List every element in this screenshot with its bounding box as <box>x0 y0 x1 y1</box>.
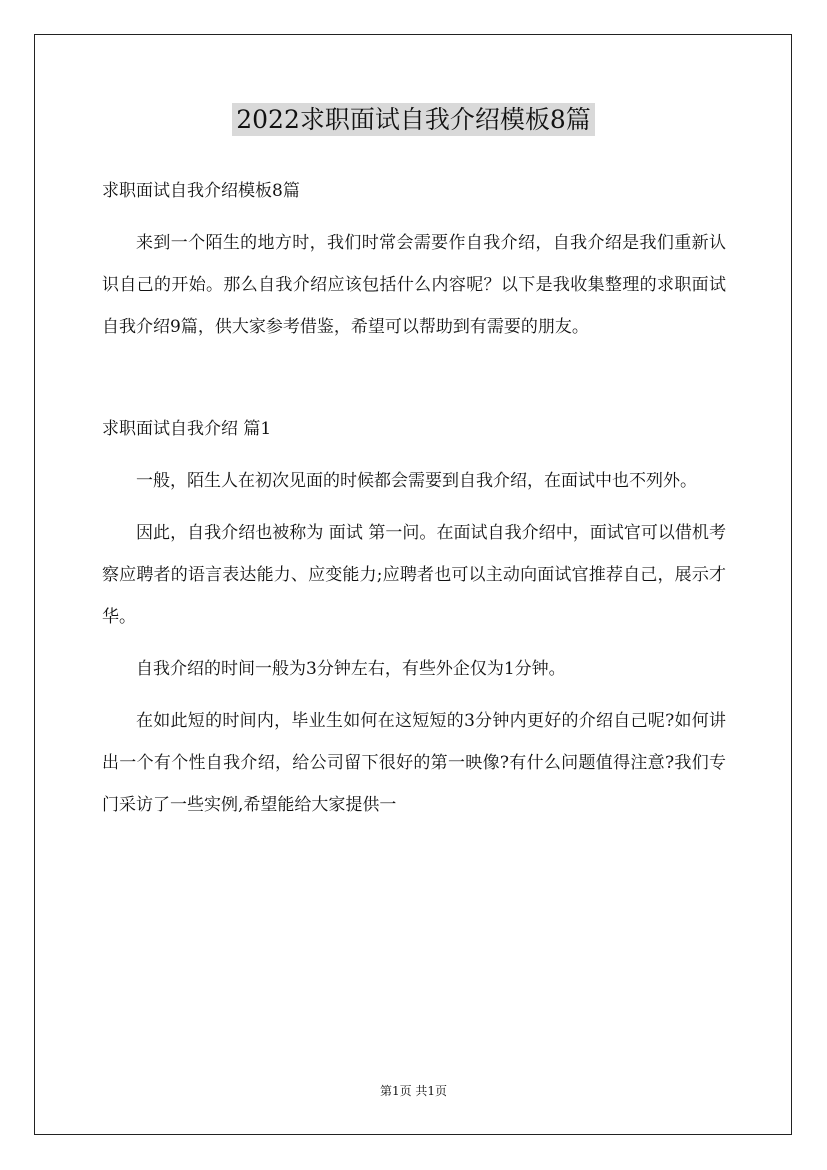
intro-paragraph: 来到一个陌生的地方时，我们时常会需要作自我介绍，自我介绍是我们重新认识自己的开始。那么自我介绍应该包括什么内容呢？以下是我收集整理的求职面试自我介绍9篇，供大家参考借鉴，希望可以帮助到有需要的朋友。 <box>102 233 726 337</box>
body-paragraph: 在如此短的时间内，毕业生如何在这短短的3分钟内更好的介绍自己呢?如何讲出一个有个性自我介绍，给公司留下很好的第一映像?有什么问题值得注意?我们专门采访了一些实例,希望能给大家提供一 <box>102 711 726 815</box>
page-footer: 第1页 共1页 <box>379 1084 448 1098</box>
document-body <box>102 170 726 826</box>
document-title <box>0 100 827 140</box>
body-paragraph: 因此，自我介绍也被称为 面试 第一问。在面试自我介绍中，面试官可以借机考察应聘者的语言表达能力、应变能力;应聘者也可以主动向面试官推荐自己，展示才华。 <box>102 523 726 627</box>
document-subtitle: 求职面试自我介绍模板8篇 <box>102 181 300 201</box>
body-paragraph: 自我介绍的时间一般为3分钟左右，有些外企仅为1分钟。 <box>136 659 566 679</box>
body-paragraph: 一般，陌生人在初次见面的时候都会需要到自我介绍，在面试中也不列外。 <box>136 471 697 491</box>
section-heading: 求职面试自我介绍 篇1 <box>102 419 272 439</box>
document-title-text: 2022求职面试自我介绍模板8篇 <box>232 103 595 136</box>
